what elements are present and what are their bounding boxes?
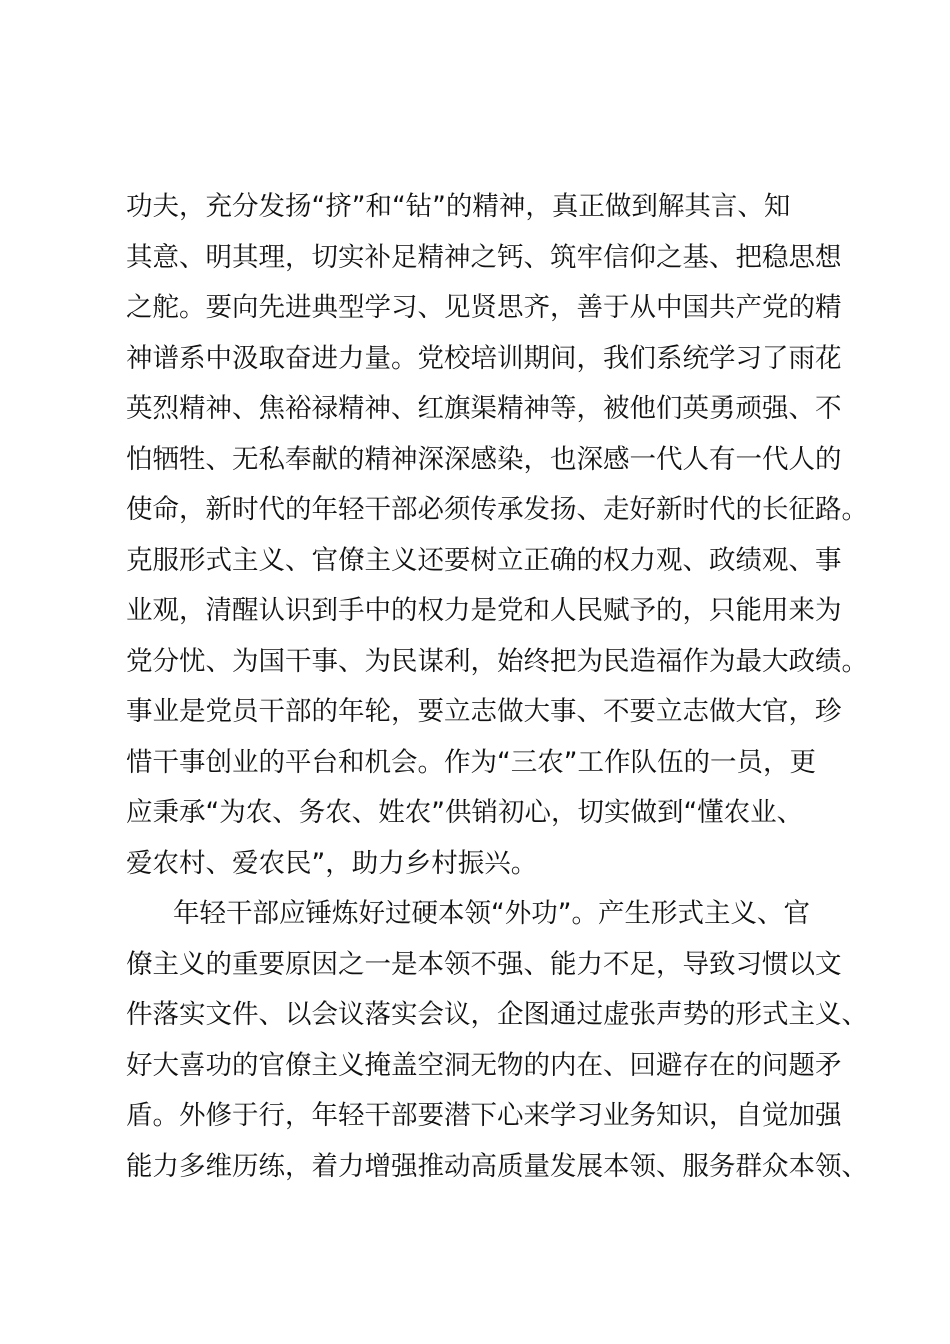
- text-line: 盾。外修于行，年轻干部要潜下心来学习业务知识，自觉加强: [126, 1100, 842, 1131]
- text-line: 怕牺牲、无私奉献的精神深深感染，也深感一代人有一代人的: [126, 443, 842, 475]
- text-line: 之舵。要向先进典型学习、见贤思齐，善于从中国共产党的精: [126, 292, 842, 323]
- text-line: 克服形式主义、官僚主义还要树立正确的权力观、政绩观、事: [126, 544, 842, 576]
- paragraph-first-line: 年轻干部应锤炼好过硬本领“外功”。产生形式主义、官: [173, 898, 810, 929]
- text-line: 僚主义的重要原因之一是本领不强、能力不足，导致习惯以文: [126, 948, 842, 980]
- text-line: 使命，新时代的年轻干部必须传承发扬、走好新时代的长征路。: [126, 494, 868, 525]
- text-line: 惜干事创业的平台和机会。作为“三农”工作队伍的一员，更: [126, 746, 816, 778]
- text-line: 业观，清醒认识到手中的权力是党和人民赋予的，只能用来为: [126, 595, 842, 626]
- text-line: 好大喜功的官僚主义掩盖空洞无物的内在、回避存在的问题矛: [126, 1049, 842, 1081]
- text-line: 事业是党员干部的年轮，要立志做大事、不要立志做大官，珍: [126, 696, 842, 727]
- text-line: 应秉承“为农、务农、姓农”供销初心，切实做到“懂农业、: [126, 797, 804, 828]
- body-text: [126, 182, 868, 1192]
- text-line: 件落实文件、以会议落实会议，企图通过虚张声势的形式主义、: [126, 999, 868, 1030]
- text-line: 功夫，充分发扬“挤”和“钻”的精神，真正做到解其言、知: [126, 191, 791, 222]
- text-line: 英烈精神、焦裕禄精神、红旗渠精神等，被他们英勇顽强、不: [126, 393, 842, 424]
- text-line: 其意、明其理，切实补足精神之钙、筑牢信仰之基、把稳思想: [126, 241, 842, 273]
- text-line: 能力多维历练，着力增强推动高质量发展本领、服务群众本领、: [126, 1150, 868, 1182]
- text-line: 爱农村、爱农民”，助力乡村振兴。: [126, 847, 538, 879]
- text-line: 党分忧、为国干事、为民谋利，始终把为民造福作为最大政绩。: [126, 645, 868, 677]
- text-line: 神谱系中汲取奋进力量。党校培训期间，我们系统学习了雨花: [126, 342, 842, 374]
